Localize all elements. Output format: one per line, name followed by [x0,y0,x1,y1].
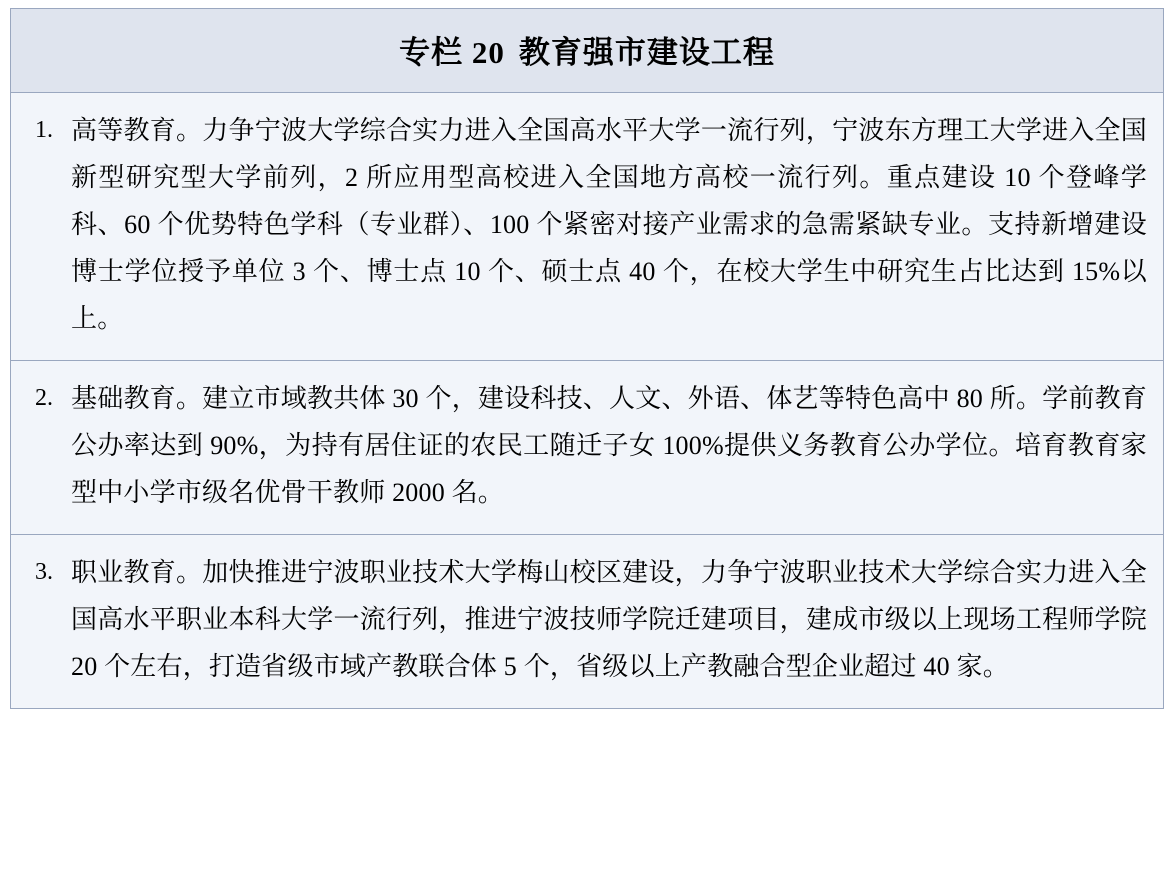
feature-box-row-2 [11,361,1164,535]
feature-box-title-number: 专栏 20 [399,35,505,70]
list-item-number: 2. [35,385,53,411]
list-item [25,375,1147,516]
feature-box-title [11,9,1164,93]
list-item-number: 3. [35,559,53,585]
feature-box-table [10,8,1164,709]
page-bottom-space [10,709,1164,881]
feature-box-cell-1 [11,93,1164,361]
list-item-number: 1. [35,117,53,143]
list-item [25,549,1147,690]
list-item [25,107,1147,342]
feature-box-header-row [11,9,1164,93]
feature-box-row-3 [11,535,1164,709]
feature-box-row-1 [11,93,1164,361]
feature-box-title-text: 教育强市建设工程 [518,35,775,70]
list-item-text: 职业教育。加快推进宁波职业技术大学梅山校区建设，力争宁波职业技术大学综合实力进入全国高水平职业本科大学一流行列，推进宁波技师学院迁建项目，建成市级以上现场工程师学院 20 个左右，打造省级市域产教联合体 5 个，省级以上产教融合型企业超过 40 家。 [71,558,1147,681]
feature-box-cell-3 [11,535,1164,709]
feature-box-cell-2 [11,361,1164,535]
list-item-text: 高等教育。力争宁波大学综合实力进入全国高水平大学一流行列，宁波东方理工大学进入全国新型研究型大学前列，2 所应用型高校进入全国地方高校一流行列。重点建设 10 个登峰学科、60 个优势特色学科（专业群）、100 个紧密对接产业需求的急需紧缺专业。支持新增建设博士学位授予单位 3 个、博士点 10 个、硕士点 40 个，在校大学生中研究生占比达到 15%以上。 [71,116,1147,333]
list-item-text: 基础教育。建立市域教共体 30 个，建设科技、人文、外语、体艺等特色高中 80 所。学前教育公办率达到 90%，为持有居住证的农民工随迁子女 100%提供义务教育公办学位。培育教育家型中小学市级名优骨干教师 2000 名。 [71,384,1147,507]
